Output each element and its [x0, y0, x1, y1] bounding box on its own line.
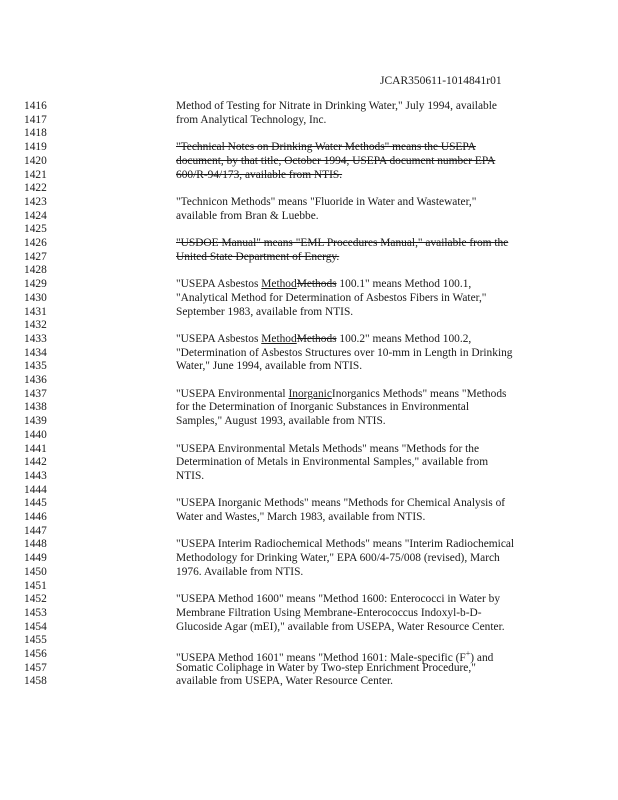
line-number: 1458 — [24, 675, 47, 688]
document-line — [0, 250, 618, 264]
line-text — [176, 565, 303, 579]
document-line — [0, 277, 618, 291]
line-number: 1433 — [24, 332, 47, 345]
line-number: 1417 — [24, 113, 47, 126]
line-number: 1422 — [24, 182, 47, 195]
line-number: 1441 — [24, 442, 47, 455]
document-line — [0, 126, 618, 140]
line-text — [176, 661, 476, 675]
inserted-text: Method — [261, 332, 297, 345]
line-text — [176, 551, 500, 565]
document-line — [0, 195, 618, 209]
document-line — [0, 455, 618, 469]
line-text — [176, 442, 479, 456]
document-line — [0, 579, 618, 593]
document-line — [0, 647, 618, 664]
text-segment: Water and Wastes," March 1983, available from NTIS. — [176, 511, 426, 523]
text-segment: available from Bran & Luebbe. — [176, 209, 319, 222]
line-number: 1448 — [24, 538, 47, 551]
text-segment: Water," June 1994, available from NTIS. — [176, 360, 363, 373]
line-text — [176, 99, 497, 113]
struck-text: document, by that title, October 1994, USEPA document number EPA — [176, 154, 496, 167]
text-segment: available from USEPA, Water Resource Center. — [176, 675, 394, 688]
line-number: 1436 — [24, 374, 47, 386]
line-text — [176, 400, 469, 414]
text-segment: 100.2" means Method 100.2, — [336, 332, 472, 345]
line-number: 1443 — [24, 469, 47, 482]
document-line — [0, 524, 618, 538]
line-text — [176, 469, 204, 483]
line-number: 1455 — [24, 634, 47, 647]
document-line — [0, 428, 618, 442]
line-number: 1419 — [24, 141, 47, 154]
line-text — [176, 674, 393, 688]
document-line — [0, 305, 618, 319]
document-line — [0, 181, 618, 195]
line-number: 1430 — [24, 291, 47, 304]
text-segment: Glucoside Agar (mEI)," available from USEPA, Water Resource Center. — [176, 620, 505, 633]
text-segment: "Technicon Methods" means "Fluoride in Water and Wastewater," — [176, 195, 477, 208]
document-line — [0, 332, 618, 346]
line-number: 1447 — [24, 524, 47, 537]
document-line — [0, 633, 618, 647]
line-number: 1425 — [24, 223, 47, 236]
line-number: 1445 — [24, 497, 47, 510]
document-line — [0, 400, 618, 414]
struck-text: "Technical Notes on Drinking Water Methods" means the USEPA — [176, 141, 476, 154]
document-line — [0, 551, 618, 565]
document-line — [0, 565, 618, 579]
document-line — [0, 154, 618, 168]
document-line — [0, 168, 618, 182]
line-number: 1427 — [24, 250, 47, 263]
text-segment: "USEPA Asbestos — [176, 332, 262, 345]
text-segment: "Analytical Method for Determination of Asbestos Fibers in Water," — [176, 291, 487, 304]
line-number: 1446 — [24, 511, 47, 523]
line-number: 1456 — [24, 648, 47, 660]
line-text — [176, 168, 342, 182]
line-number: 1453 — [24, 606, 47, 619]
document-line — [0, 236, 618, 250]
document-line — [0, 359, 618, 373]
document-line — [0, 99, 618, 113]
text-segment: Determination of Metals in Environmental Samples," available from — [176, 456, 489, 469]
document-line — [0, 414, 618, 428]
text-segment: Somatic Coliphage in Water by Two-step Enrichment Procedure," — [176, 661, 476, 674]
document-id-header: JCAR350611-1014841r01 — [380, 75, 502, 87]
text-segment: 1976. Available from NTIS. — [176, 565, 304, 578]
line-number: 1454 — [24, 620, 47, 633]
text-segment: September 1983, available from NTIS. — [176, 305, 354, 318]
text-segment: "Determination of Asbestos Structures over 10-mm in Length in Drinking — [176, 346, 513, 359]
document-line — [0, 209, 618, 223]
text-segment: "USEPA Interim Radiochemical Methods" means "Interim Radiochemical — [176, 538, 515, 551]
text-segment: "USEPA Environmental Metals Methods" means "Methods for the — [176, 442, 480, 455]
line-text — [176, 154, 495, 168]
line-number: 1444 — [24, 483, 47, 496]
line-text — [176, 291, 486, 305]
line-text — [176, 236, 508, 250]
inserted-text: Inorganic — [288, 387, 332, 400]
line-text — [176, 414, 386, 428]
line-text — [176, 592, 500, 606]
inserted-text: Method — [261, 278, 297, 291]
text-segment: NTIS. — [176, 469, 205, 482]
text-segment: "USEPA Method 1601" means "Method 1601: Male-specific (F — [176, 651, 466, 664]
document-line — [0, 483, 618, 497]
line-number: 1420 — [24, 154, 47, 167]
superscript-text: + — [465, 649, 471, 658]
line-number: 1439 — [24, 415, 47, 428]
line-number: 1423 — [24, 195, 47, 208]
line-text — [176, 305, 353, 319]
text-segment: from Analytical Technology, Inc. — [176, 113, 327, 126]
document-line — [0, 346, 618, 360]
line-text — [176, 195, 476, 209]
text-segment: ) and — [470, 651, 494, 664]
line-text — [176, 606, 482, 620]
document-line — [0, 222, 618, 236]
document-line — [0, 496, 618, 510]
line-number: 1434 — [24, 346, 47, 359]
line-text — [176, 277, 471, 291]
line-text — [176, 387, 506, 401]
line-number: 1449 — [24, 552, 47, 565]
document-line — [0, 387, 618, 401]
struck-text: Methods — [296, 332, 337, 345]
line-number: 1452 — [24, 593, 47, 606]
text-segment: Inorganics Methods" means "Methods — [331, 387, 507, 400]
line-number: 1438 — [24, 401, 47, 414]
line-text — [176, 250, 339, 264]
line-number: 1440 — [24, 428, 47, 441]
text-segment: "USEPA Inorganic Methods" means "Methods for Chemical Analysis of — [176, 497, 506, 510]
text-segment: Methodology for Drinking Water," EPA 600/4-75/008 (revised), March — [176, 552, 500, 565]
line-number: 1418 — [24, 127, 47, 140]
text-segment: for the Determination of Inorganic Substances in Environmental — [176, 401, 470, 414]
document-line — [0, 113, 618, 127]
line-text — [176, 332, 471, 346]
document-line — [0, 674, 618, 688]
line-number: 1450 — [24, 565, 47, 578]
text-segment: "USEPA Method 1600" means "Method 1600: Enterococci in Water by — [176, 593, 501, 606]
line-number: 1428 — [24, 264, 47, 277]
line-text — [176, 496, 505, 510]
document-line — [0, 291, 618, 305]
document-line — [0, 373, 618, 387]
line-number: 1442 — [24, 456, 47, 469]
text-segment: "USEPA Environmental — [176, 387, 289, 400]
struck-text: United State Department of Energy. — [176, 250, 340, 263]
document-line — [0, 620, 618, 634]
line-number: 1421 — [24, 168, 47, 181]
line-text — [176, 209, 319, 223]
document-line — [0, 606, 618, 620]
text-segment: Membrane Filtration Using Membrane-Enterococcus Indoxyl-b-D- — [176, 606, 482, 619]
line-number: 1457 — [24, 661, 47, 674]
line-text — [176, 359, 362, 373]
struck-text: Methods — [296, 278, 337, 291]
line-number: 1451 — [24, 579, 47, 592]
line-number: 1416 — [24, 100, 47, 112]
struck-text: "USDOE Manual" means "EML Procedures Manual," available from the — [176, 237, 509, 249]
text-segment: "USEPA Asbestos — [176, 278, 262, 291]
document-line — [0, 661, 618, 675]
line-text — [176, 537, 514, 551]
line-text — [176, 113, 326, 127]
line-text — [176, 510, 425, 524]
document-line — [0, 537, 618, 551]
line-text — [176, 455, 488, 469]
text-segment: 100.1" means Method 100.1, — [336, 278, 472, 291]
document-line — [0, 263, 618, 277]
struck-text: 600/R-94/173, available from NTIS. — [176, 168, 343, 181]
line-number: 1426 — [24, 237, 47, 249]
document-line — [0, 510, 618, 524]
line-number: 1429 — [24, 278, 47, 291]
document-line — [0, 469, 618, 483]
line-text — [176, 140, 476, 154]
document-line — [0, 140, 618, 154]
text-segment: Samples," August 1993, available from NTIS. — [176, 415, 386, 428]
text-segment: Method of Testing for Nitrate in Drinking Water," July 1994, available — [176, 100, 497, 112]
line-text — [176, 620, 505, 634]
line-number: 1437 — [24, 387, 47, 400]
line-number: 1424 — [24, 209, 47, 222]
line-number: 1432 — [24, 319, 47, 332]
document-line — [0, 592, 618, 606]
line-text — [176, 346, 513, 360]
line-number: 1431 — [24, 305, 47, 318]
document-line — [0, 318, 618, 332]
document-line — [0, 442, 618, 456]
line-number: 1435 — [24, 360, 47, 373]
